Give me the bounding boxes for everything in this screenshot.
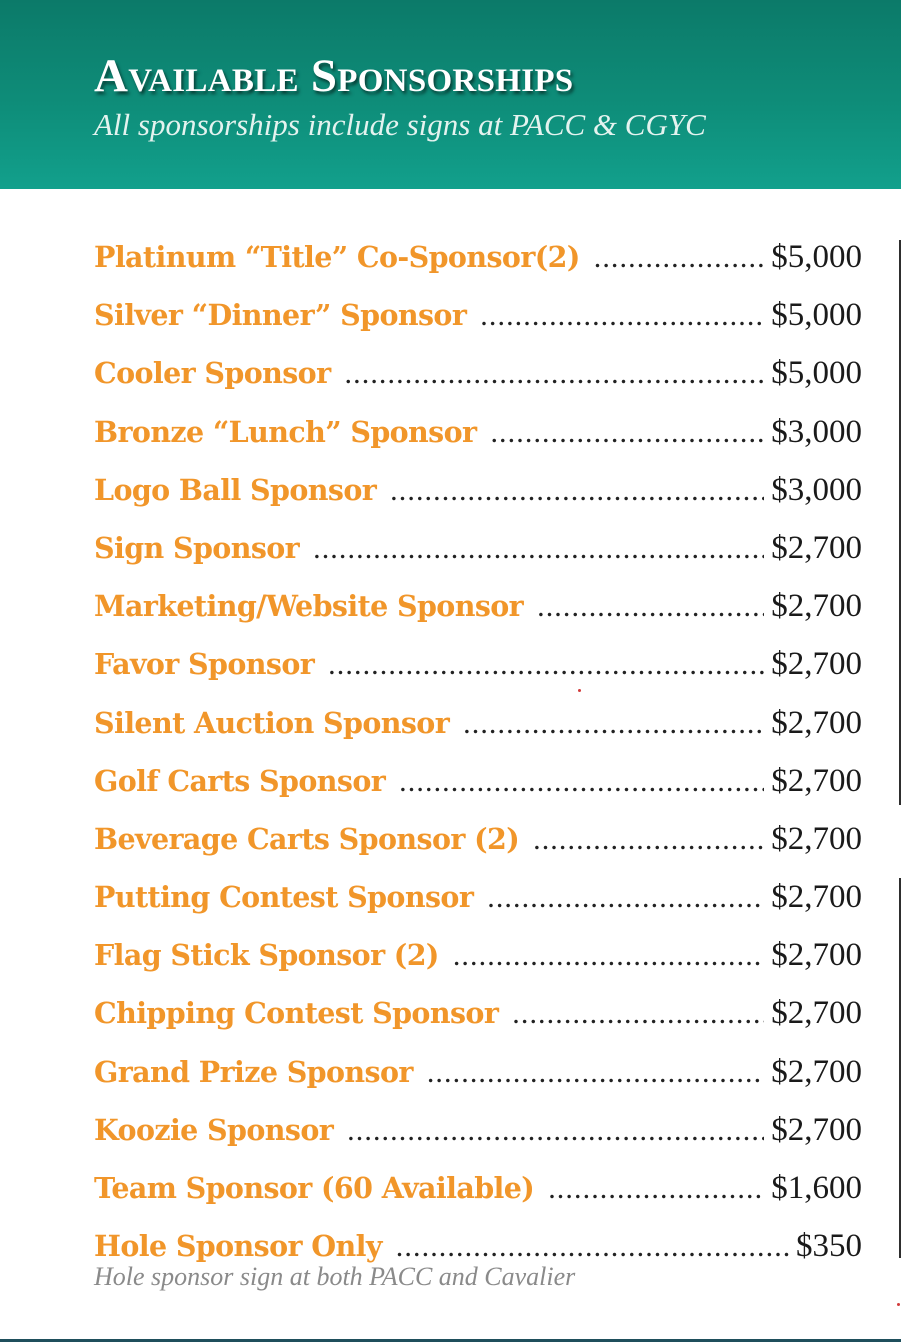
sponsorship-price: $2,700 <box>771 820 862 857</box>
sponsorship-price: $2,700 <box>771 937 862 974</box>
dot-leader <box>490 409 764 457</box>
sponsorship-name: Chipping Contest Sponsor <box>94 996 499 1031</box>
sponsorship-row <box>94 1106 862 1164</box>
dot-leader <box>487 874 764 922</box>
dot-leader <box>313 525 764 573</box>
sponsorship-name: Platinum “Title” Co-Sponsor(2) <box>94 240 580 274</box>
sponsorship-price: $1,600 <box>771 1170 862 1206</box>
sponsorship-name: Beverage Carts Sponsor (2) <box>94 821 520 856</box>
dot-leader <box>427 1049 764 1097</box>
sponsorship-price: $2,700 <box>771 995 862 1032</box>
dot-leader <box>548 1165 764 1213</box>
sponsorship-name: Grand Prize Sponsor <box>94 1054 413 1089</box>
sponsorship-name: Flag Stick Sponsor (2) <box>94 938 439 973</box>
dot-leader <box>399 758 764 806</box>
sponsorship-name: Favor Sponsor <box>94 647 315 682</box>
sponsorship-price: $2,700 <box>771 588 862 625</box>
dot-leader <box>537 583 764 631</box>
sponsorship-name: Logo Ball Sponsor <box>94 472 377 507</box>
sponsorship-row <box>94 757 862 815</box>
sponsorship-name: Hole Sponsor Only <box>94 1229 382 1264</box>
sponsorship-price: $5,000 <box>771 355 862 392</box>
sponsorship-price: $2,700 <box>771 529 862 566</box>
sponsorship-price: $2,700 <box>771 646 862 683</box>
dot-leader <box>390 467 764 515</box>
sponsorship-row <box>94 466 862 524</box>
sponsorship-row <box>94 291 862 349</box>
dot-leader <box>480 292 764 340</box>
sponsorship-name: Silver “Dinner” Sponsor <box>94 298 467 333</box>
hole-sponsor-note: Hole sponsor sign at both PACC and Cavalier <box>94 1262 576 1291</box>
page-subtitle: All sponsorships include signs at PACC & CGYC <box>94 107 706 142</box>
dot-leader <box>347 1107 764 1155</box>
sponsorship-price: $3,000 <box>771 471 862 508</box>
sponsorship-name: Marketing/Website Sponsor <box>94 589 524 624</box>
sponsorship-row <box>94 873 862 931</box>
sponsorship-name: Cooler Sponsor <box>94 356 331 391</box>
sponsorship-price: $5,000 <box>771 297 862 334</box>
dot-leader <box>594 234 765 282</box>
sponsorship-price: $2,700 <box>771 1111 862 1148</box>
sponsorship-name: Team Sponsor (60 Available) <box>94 1171 535 1205</box>
sponsorship-price: $350 <box>796 1228 862 1265</box>
sponsorship-price: $3,000 <box>771 413 862 450</box>
sponsorship-row <box>94 408 862 466</box>
sponsorship-row <box>94 989 862 1047</box>
sponsorship-name: Sign Sponsor <box>94 530 300 565</box>
dot-leader <box>453 932 764 980</box>
sponsorship-price: $2,700 <box>771 1053 862 1090</box>
dot-leader <box>328 641 764 689</box>
sponsorship-row <box>94 640 862 698</box>
sponsorship-row <box>94 1048 862 1106</box>
dot-leader <box>533 816 764 864</box>
sponsorship-row <box>94 931 862 989</box>
sponsorship-row <box>94 815 862 873</box>
sponsorship-row <box>94 699 862 757</box>
dot-leader <box>512 990 764 1038</box>
sponsorship-name: Golf Carts Sponsor <box>94 763 386 798</box>
print-speck <box>897 1303 900 1306</box>
sponsorship-name: Putting Contest Sponsor <box>94 880 474 915</box>
sponsorship-row <box>94 1164 862 1222</box>
sponsorship-list <box>94 233 862 1280</box>
sponsorship-row <box>94 233 862 291</box>
header-banner <box>0 0 901 189</box>
sponsorship-name: Koozie Sponsor <box>94 1112 334 1147</box>
sponsorship-price: $5,000 <box>771 239 862 275</box>
sponsorship-row <box>94 582 862 640</box>
dot-leader <box>463 700 764 748</box>
sponsorship-price: $2,700 <box>771 704 862 741</box>
sponsorship-name: Bronze “Lunch” Sponsor <box>94 414 477 449</box>
sponsorship-row <box>94 524 862 582</box>
sponsorship-price: $2,700 <box>771 879 862 916</box>
sponsorship-price: $2,700 <box>771 762 862 799</box>
print-speck <box>578 689 581 692</box>
dot-leader <box>345 350 765 398</box>
page-title: Available Sponsorships <box>94 50 574 102</box>
sponsorship-row <box>94 349 862 407</box>
sponsorship-name: Silent Auction Sponsor <box>94 705 450 740</box>
